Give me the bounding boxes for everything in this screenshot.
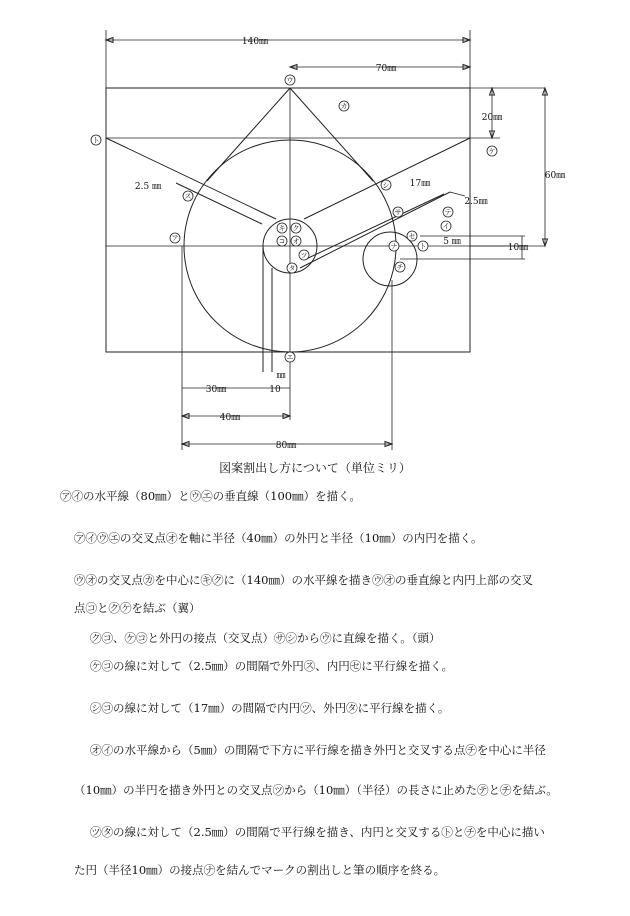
dim-70-label: 70㎜ xyxy=(375,64,397,74)
svg-text:テ: テ xyxy=(444,208,452,217)
svg-text:イ: イ xyxy=(442,222,450,231)
svg-text:セ: セ xyxy=(408,232,416,241)
marker-to xyxy=(91,135,101,145)
step-4: ㋗㋙、㋘㋙と外円の接点（交叉点）㋚㋛から㋒に直線を描く。（頭） xyxy=(90,631,441,645)
dim-10-label: 10㎜ xyxy=(507,243,529,253)
dim-5-label: 5 ㎜ xyxy=(443,237,461,247)
svg-text:コ: コ xyxy=(278,237,286,246)
dim-60-label: 60㎜ xyxy=(544,171,566,181)
marker-ka xyxy=(339,101,349,111)
marker-te xyxy=(443,207,453,217)
dim-40-label: 40㎜ xyxy=(219,413,241,423)
svg-text:オ: オ xyxy=(292,237,300,246)
dim-25b-label: 2.5 ㎜ xyxy=(134,182,162,192)
svg-text:タ: タ xyxy=(288,264,296,273)
marker-ku xyxy=(291,223,301,233)
step-2: ㋐㋑㋒㋓の交叉点㋔を軸に半径（40㎜）の外円と半径（10㎜）の内円を描く。 xyxy=(74,531,483,545)
marker-se xyxy=(407,231,417,241)
dim-20-label: 20㎜ xyxy=(481,113,503,123)
marker-tsu xyxy=(299,250,309,260)
marker-sa xyxy=(393,207,403,217)
svg-text:チ: チ xyxy=(396,263,404,272)
step-5: ㋘㋙の線に対して（2.5㎜）の間隔で外円㋜、内円㋝に平行線を描く。 xyxy=(90,659,454,673)
frame-rect xyxy=(106,88,470,352)
svg-text:キ: キ xyxy=(278,224,286,233)
marker-ko xyxy=(277,236,287,246)
svg-text:ツ: ツ xyxy=(300,251,308,260)
dim-80-label: 80㎜ xyxy=(275,441,297,451)
marker-i xyxy=(441,221,451,231)
dim-10b-label: 10 xyxy=(269,385,281,395)
left-wing-parallel xyxy=(176,183,262,224)
marker-ke xyxy=(487,146,497,156)
step-8-cont: た円（半径10㎜）の接点㋤を結んでマークの割出しと筆の順序を終る。 xyxy=(74,863,446,877)
svg-text:ク: ク xyxy=(292,224,300,233)
marker-na xyxy=(389,241,399,251)
step-7-cont: （10㎜）の半円を描き外円との交叉点㋡から（10㎜）（半径）の長さに止めた㋢と㋠を結ぶ。 xyxy=(74,783,558,797)
svg-text:ア: ア xyxy=(171,234,179,243)
dim-30-label: 30㎜ xyxy=(205,385,227,395)
marker-u xyxy=(285,75,295,85)
svg-text:ト: ト xyxy=(419,242,427,251)
dim-25a-label: 2.5㎜ xyxy=(464,197,488,207)
step-3-cont: 点㋙と㋗㋘を結ぶ（翼） xyxy=(74,601,201,615)
svg-text:シ: シ xyxy=(382,181,390,190)
svg-text:エ: エ xyxy=(286,353,294,362)
svg-text:ウ: ウ xyxy=(286,76,294,85)
marker-to2 xyxy=(418,241,428,251)
marker-su xyxy=(183,191,193,201)
dim-140-label: 140㎜ xyxy=(241,37,269,47)
marker-ta xyxy=(287,263,297,273)
marker-chi xyxy=(395,262,405,272)
step-6: ㋛㋙の線に対して（17㎜）の間隔で内円㋡、外円㋟に平行線を描く。 xyxy=(90,701,450,715)
svg-text:ト: ト xyxy=(92,136,100,145)
dim-60-arrows xyxy=(490,88,548,246)
step-1: ㋐㋑の水平線（80㎜）と㋒㋓の垂直線（100㎜）を描く。 xyxy=(60,489,361,503)
svg-text:サ: サ xyxy=(394,208,402,217)
head-right xyxy=(290,88,373,181)
marker-shi xyxy=(381,180,391,190)
svg-text:ケ: ケ xyxy=(488,147,496,156)
tail-line-1 xyxy=(300,192,450,268)
step-7: ㋔㋑の水平線から（5㎜）の間隔で下方に平行線を描き外円と交叉する点㋠を中心に半径 xyxy=(90,743,546,757)
marker-e xyxy=(285,352,295,362)
dim-10b-unit: ㎜ xyxy=(276,371,286,381)
svg-text:カ: カ xyxy=(340,102,348,111)
diagram-caption: 図案割出し方について（単位ミリ） xyxy=(219,461,411,475)
step-8: ㋡㋟の線に対して（2.5㎜）の間隔で平行線を描き、内円と交叉する㋣と㋠を中心に描い xyxy=(90,825,545,839)
right-wing xyxy=(304,138,470,219)
right-leader xyxy=(450,192,465,196)
step-3: ㋒㋔の交叉点㋕を中心に㋖㋗に（140㎜）の水平線を描き㋒㋔の垂直線と内円上部の交叉 xyxy=(74,573,533,587)
svg-text:ス: ス xyxy=(184,192,192,201)
marker-a xyxy=(170,233,180,243)
dim-17-label: 17㎜ xyxy=(409,179,431,189)
head-left xyxy=(207,88,290,181)
svg-text:ナ: ナ xyxy=(390,242,398,251)
marker-o xyxy=(291,236,301,246)
marker-ki xyxy=(277,223,287,233)
